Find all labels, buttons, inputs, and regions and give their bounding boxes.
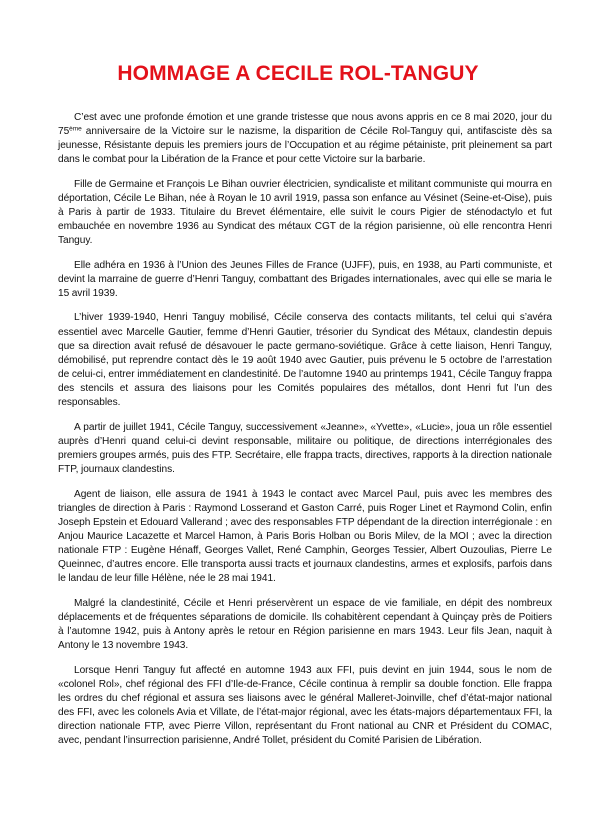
paragraph-family-life: Malgré la clandestinité, Cécile et Henri préservèrent un espace de vie familiale, en dépit des nombreux déplacements et de fréquentes séparations de domicile. Ils cohabitèrent cependant à Quinçay près de Poitiers à l’automne 1942, puis à Antony après le retour en Région parisienne en mars 1943. Leur fils Jean, naquit à Antony le 13 novembre 1943. xyxy=(58,597,552,652)
paragraph-liaison-agent: Agent de liaison, elle assura de 1941 à 1943 le contact avec Marcel Paul, puis avec les membres des triangles de direction à Paris : Raymond Losserand et Gaston Carré, puis Roger Linet et Raymond Colin, enfin Joseph Epstein et Edouard Vallerand ; avec des responsables FTP dépendant de la direction interrégionale : en Anjou Maurice Lacazette et Marcel Hamon, à Paris Boris Holban ou Boris Milev, de la MOI ; avec la direction nationale FTP : Eugène Hénaff, Georges Vallet, René Camphin, Georges Tessier, Albert Ouzoulias, Pierre Le Queinnec, d’autres encore. Elle transporta aussi tracts et journaux clandestins, armes et explosifs, parfois dans le landau de leur fille Hélène, née le 28 mai 1941. xyxy=(58,488,552,585)
paragraph-july-1941: A partir de juillet 1941, Cécile Tanguy, successivement «Jeanne», «Yvette», «Lucie», joua un rôle essentiel auprès d’Henri quand celui-ci devint responsable, militaire ou politique, de directions interrégionales des premiers groupes armés, puis des FTP. Secrétaire, elle frappa tracts, directives, rapports à la direction nationale FTP, journaux clandestins. xyxy=(58,421,552,476)
paragraph-intro-text-end: anniversaire de la Victoire sur le nazisme, la disparition de Cécile Rol-Tanguy qui, antifasciste dès sa jeunesse, Résistante depuis les premiers jours de l’Occupation et au régime pétainiste, prit pleinement sa part dans le combat pour la Libération de la France et pour cette Victoire sur la barbarie. xyxy=(58,126,552,166)
paragraph-intro xyxy=(58,111,552,168)
paragraph-winter-1939: L’hiver 1939-1940, Henri Tanguy mobilisé, Cécile conserva des contacts militants, tel celui qui s’avéra essentiel avec Marcelle Gautier, femme d’Henri Gautier, trésorier du Syndicat des Métaux, clandestin depuis que sa direction avait refusé de désavouer le pacte germano-soviétique. Grâce à cette liaison, Henri Tanguy, démobilisé, put reprendre contact dès le 19 août 1940 avec Gautier, puis prévenu le 5 octobre de l’arrestation de celui-ci, entrer immédiatement en clandestinité. De l’automne 1940 au printemps 1941, Cécile Tanguy frappa des stencils et assura des liaisons pour les Comités populaires des métallos, dont Henri fut l’un des responsables. xyxy=(58,312,552,409)
paragraph-ujff: Elle adhéra en 1936 à l’Union des Jeunes Filles de France (UJFF), puis, en 1938, au Parti communiste, et devint la marraine de guerre d’Henri Tanguy, combattant des Brigades internationales, avec qui elle se maria le 15 avril 1939. xyxy=(58,259,552,300)
ordinal-suffix: ème xyxy=(69,125,82,133)
paragraph-ffi: Lorsque Henri Tanguy fut affecté en automne 1943 aux FFI, puis devint en juin 1944, sous le nom de «colonel Rol», chef régional des FFI d’Ile-de-France, Cécile continua à remplir sa double fonction. Elle frappa les ordres du chef régional et assura ses liaisons avec le général Malleret-Joinville, chef d’état-major national des FFI, avec les colonels Avia et Villate, de l’état-major régional, avec les états-majors départementaux FFI, la direction nationale FTP, avec Pierre Villon, représentant du Front national au CNR et Président du COMAC, avec, pendant l’insurrection parisienne, André Tollet, président du Comité Parisien de Libération. xyxy=(58,664,552,747)
paragraph-childhood: Fille de Germaine et François Le Bihan ouvrier électricien, syndicaliste et militant communiste qui mourra en déportation, Cécile Le Bihan, née à Royan le 10 avril 1919, passa son enfance au Vésinet (Seine-et-Oise), puis à Paris à partir de 1933. Titulaire du Brevet élémentaire, elle suivit le cours Pigier de sténodactylo et fut embauchée en novembre 1936 au Syndicat des métaux CGT de la région parisienne, où elle rencontra Henri Tanguy. xyxy=(58,178,552,247)
document-title: HOMMAGE A CECILE ROL-TANGUY xyxy=(117,62,479,85)
paragraph-intro-text-start: C’est avec une profonde émotion et une grande tristesse que nous avons appris en ce 8 mai 2020, jour du 75 xyxy=(58,112,552,138)
